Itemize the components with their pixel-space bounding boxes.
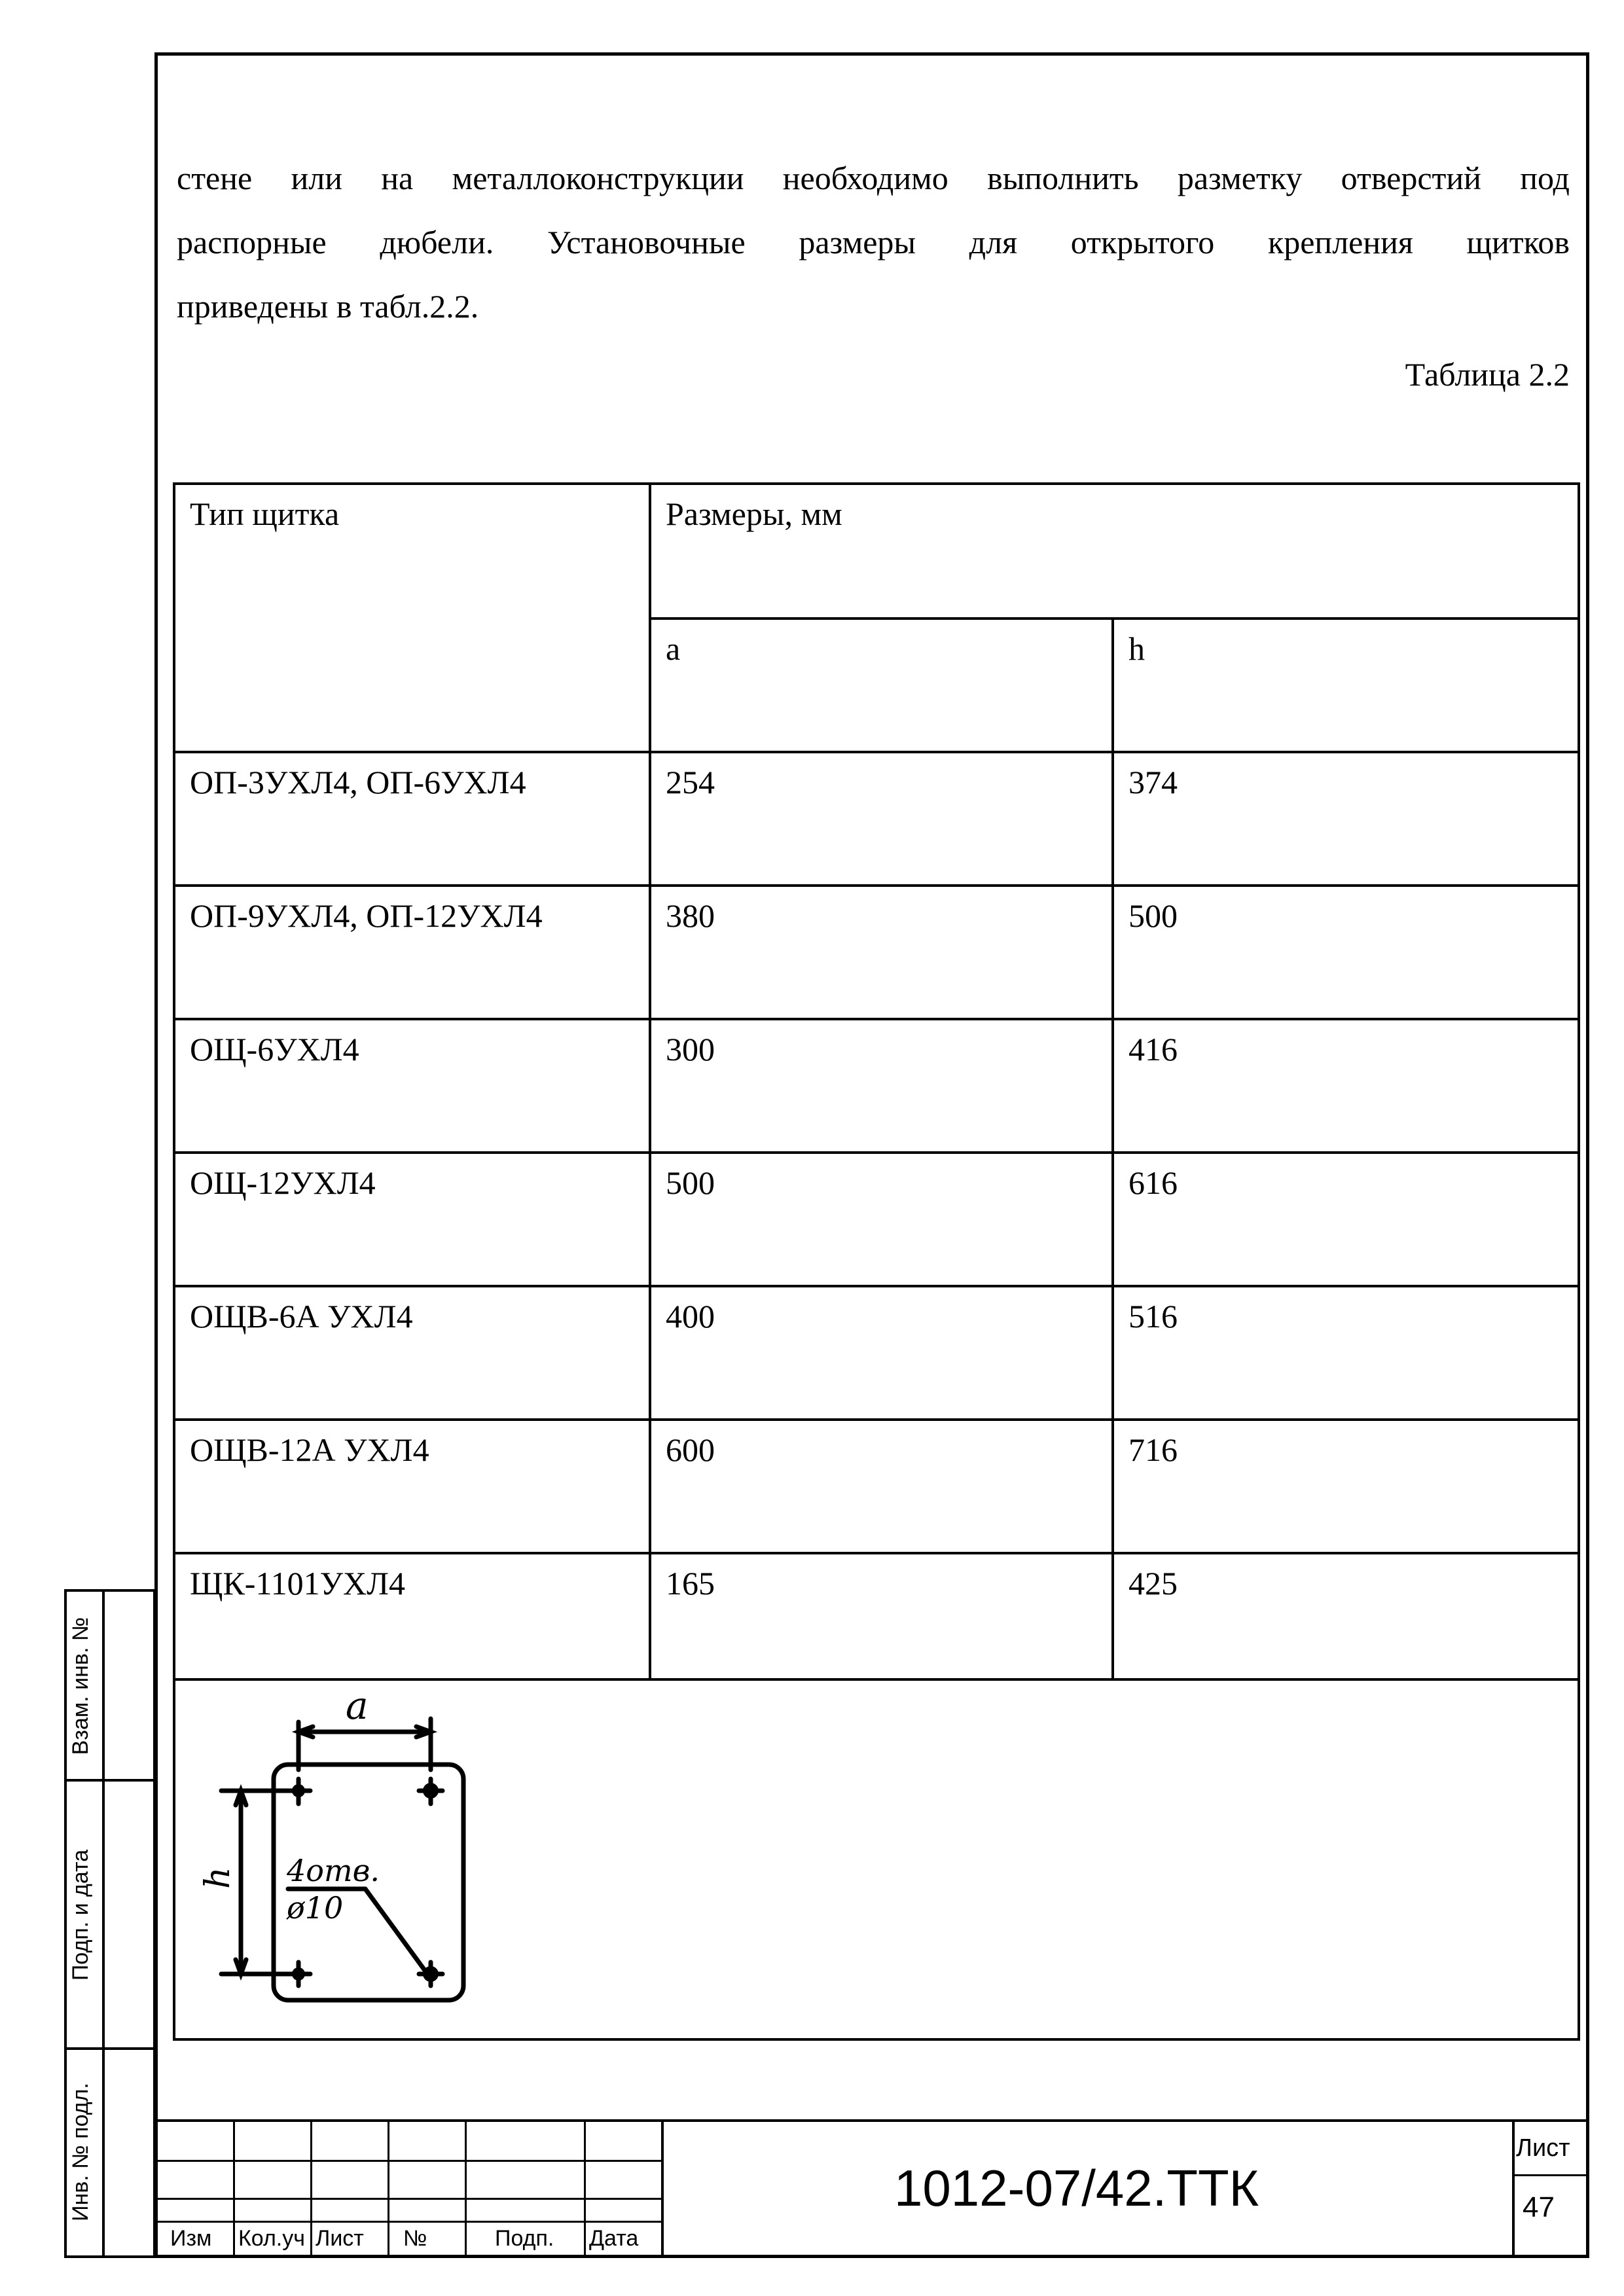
- title-grid-vline: [233, 2119, 235, 2258]
- title-block-top-border: [154, 2119, 1589, 2122]
- title-grid-vline: [584, 2119, 586, 2258]
- leader-line: [365, 1889, 427, 1974]
- row-a: 600: [666, 1431, 715, 1468]
- title-grid-line: [154, 2198, 662, 2200]
- row-type: ОЩ-6УХЛ4: [190, 1031, 359, 1067]
- header-a: а: [666, 630, 681, 667]
- row-a: 400: [666, 1298, 715, 1335]
- col-label-sheet: Лист: [316, 2226, 364, 2251]
- table-caption: Таблица 2.2: [1405, 356, 1570, 393]
- paragraph-line-2: распорные дюбели. Установочные размеры для открытого крепления щитков: [177, 224, 1570, 260]
- row-h: 500: [1128, 897, 1178, 934]
- side-label-sign-date: Подп. и дата: [68, 1849, 93, 1981]
- side-label-replace-inv: Взам. инв. №: [68, 1617, 93, 1755]
- side-stamp: [64, 1589, 156, 2258]
- row-a: 254: [666, 764, 715, 800]
- title-sheet-divider: [1512, 2174, 1589, 2176]
- row-type: ОП-3УХЛ4, ОП-6УХЛ4: [190, 764, 526, 800]
- row-h: 716: [1128, 1431, 1178, 1468]
- side-stamp-divider: [67, 2047, 153, 2050]
- paragraph-line-3: приведены в табл.2.2.: [177, 288, 479, 325]
- title-grid-vline: [310, 2119, 312, 2258]
- side-stamp-divider: [102, 1592, 105, 2255]
- row-a: 500: [666, 1164, 715, 1201]
- header-h: h: [1128, 630, 1145, 667]
- table-header-divider: [649, 617, 1578, 620]
- row-a: 300: [666, 1031, 715, 1067]
- col-label-sign: Подп.: [495, 2226, 554, 2251]
- sketch-hole-note-bottom: ø10: [287, 1890, 344, 1926]
- row-a: 380: [666, 897, 715, 934]
- row-h: 616: [1128, 1164, 1178, 1201]
- title-grid-vline: [661, 2119, 664, 2258]
- row-type: ОЩВ-6А УХЛ4: [190, 1298, 413, 1335]
- sheet-number: 47: [1523, 2191, 1555, 2223]
- mounting-hole: [292, 1967, 305, 1981]
- col-label-change: Изм: [170, 2226, 212, 2251]
- row-h: 374: [1128, 764, 1178, 800]
- row-h: 516: [1128, 1298, 1178, 1335]
- table-row-divider: [175, 1018, 1578, 1020]
- row-h: 425: [1128, 1565, 1178, 1602]
- spec-table: [173, 482, 1580, 2041]
- header-type: Тип щитка: [190, 495, 340, 532]
- side-label-orig-inv: Инв. № подл.: [68, 2083, 93, 2221]
- sketch-label-h: h: [198, 1867, 238, 1889]
- table-row-divider: [175, 1678, 1578, 1681]
- row-a: 165: [666, 1565, 715, 1602]
- row-type: ОП-9УХЛ4, ОП-12УХЛ4: [190, 897, 543, 934]
- paragraph-line-1: стене или на металлоконструкции необходимо выполнить разметку отверстий под: [177, 160, 1570, 196]
- document-code: 1012-07/42.ТТК: [894, 2159, 1259, 2217]
- mounting-hole: [292, 1784, 305, 1797]
- col-label-count: Кол.уч: [238, 2226, 305, 2251]
- title-block: [154, 2119, 1589, 2258]
- sketch-hole-note-top: 4отв.: [287, 1853, 380, 1888]
- mounting-hole: [423, 1783, 439, 1799]
- title-grid-line: [154, 2160, 662, 2162]
- title-grid-vline: [465, 2119, 467, 2258]
- sheet-label: Лист: [1516, 2134, 1570, 2162]
- header-dimensions: Размеры, мм: [666, 495, 842, 532]
- col-label-number: №: [403, 2226, 427, 2251]
- mounting-sketch: [189, 1693, 660, 2020]
- row-h: 416: [1128, 1031, 1178, 1067]
- col-label-date: Дата: [589, 2226, 639, 2251]
- title-grid-line: [154, 2221, 662, 2223]
- side-stamp-divider: [67, 1779, 153, 1782]
- row-type: ОЩ-12УХЛ4: [190, 1164, 376, 1201]
- row-type: ОЩВ-12А УХЛ4: [190, 1431, 429, 1468]
- mounting-hole: [423, 1966, 439, 1982]
- sketch-label-a: a: [346, 1693, 369, 1728]
- title-grid-vline: [388, 2119, 389, 2258]
- row-type: ЩК-1101УХЛ4: [190, 1565, 406, 1602]
- title-grid-vline: [1512, 2119, 1515, 2258]
